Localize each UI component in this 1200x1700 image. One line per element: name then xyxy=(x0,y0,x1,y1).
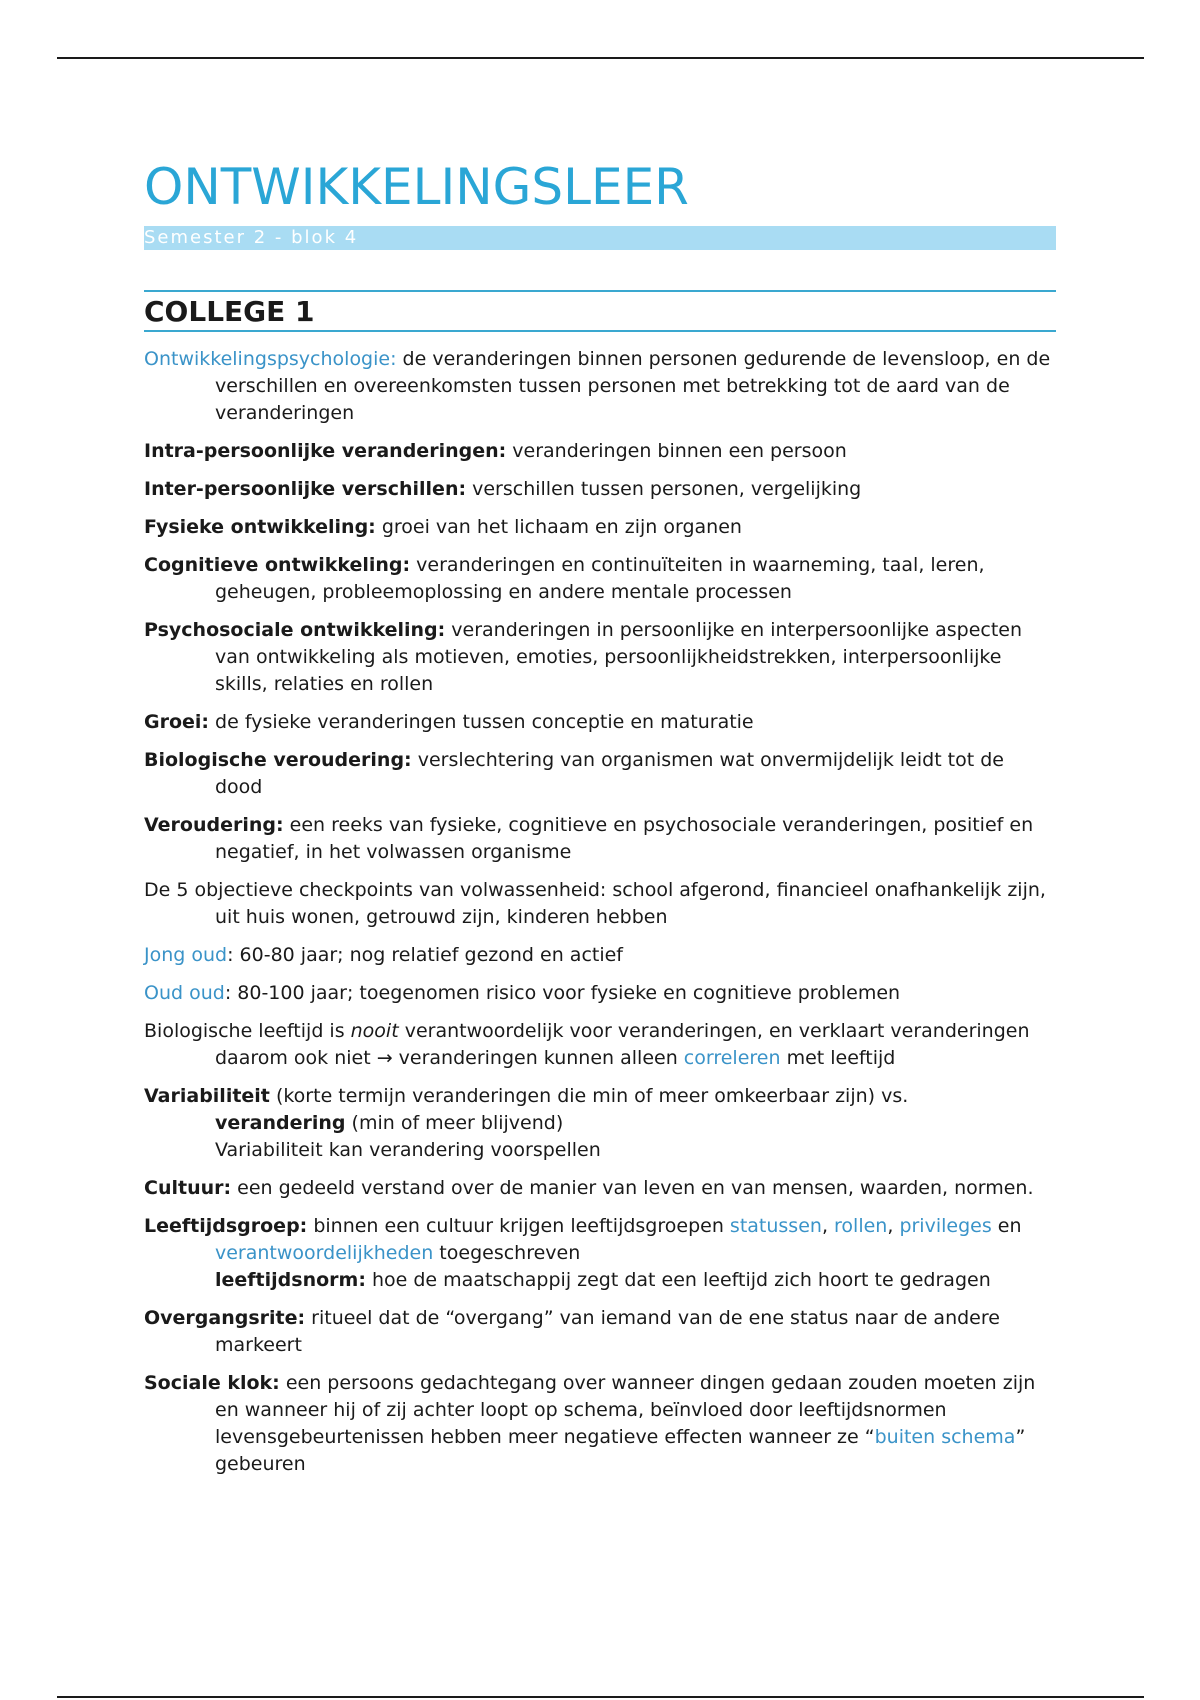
text-part: ” gebeuren xyxy=(215,1426,1026,1475)
document-body xyxy=(144,150,1056,1489)
document-title: ONTWIKKELINGSLEER xyxy=(144,158,689,216)
definition-text: een persoons gedachtegang over wanneer dingen gedaan zouden moeten zijn en wanneer hij of zij achter loopt op schema, beïnvloed door leeftijdsnormen xyxy=(215,1372,1036,1421)
text-part: levensgebeurtenissen hebben meer negatieve effecten wanneer ze “ xyxy=(215,1426,875,1448)
term: Biologische veroudering: xyxy=(144,749,412,771)
term: Inter-persoonlijke verschillen: xyxy=(144,478,467,500)
definition-inter-persoonlijk xyxy=(144,476,1056,503)
definition-text: een reeks van fysieke, cognitieve en psychosociale veranderingen, positief en negatief, in het volwassen organisme xyxy=(215,814,1034,863)
highlight-buiten-schema: buiten schema xyxy=(874,1426,1016,1448)
highlight-verantwoordelijkheden: verantwoordelijkheden xyxy=(215,1242,434,1264)
highlight-correleren: correleren xyxy=(683,1047,781,1069)
document-subtitle: Semester 2 - blok 4 xyxy=(144,226,1056,250)
definition-cultuur xyxy=(144,1175,1056,1202)
term: Oud oud xyxy=(144,982,225,1004)
text-part: Biologische leeftijd is xyxy=(144,1020,351,1042)
definition-cognitieve-ontwikkeling xyxy=(144,552,1056,606)
highlight-privileges: privileges xyxy=(899,1215,992,1237)
term: Overgangsrite: xyxy=(144,1307,306,1329)
checkpoints-volwassenheid xyxy=(144,877,1056,931)
section-heading: COLLEGE 1 xyxy=(144,295,315,328)
sub-line-levensgebeurtenissen xyxy=(215,1424,1056,1478)
definition-leeftijdsgroep xyxy=(144,1213,1056,1294)
definition-psychosociale-ontwikkeling xyxy=(144,617,1056,698)
term: Veroudering: xyxy=(144,814,284,836)
sub-line-leeftijdsnorm xyxy=(215,1267,1056,1294)
definition-text: (korte termijn veranderingen die min of meer omkeerbaar zijn) vs. xyxy=(269,1085,909,1107)
term: leeftijdsnorm: xyxy=(215,1269,366,1291)
definition-oud-oud xyxy=(144,980,1056,1007)
definition-text: veranderingen en continuïteiten in waarneming, taal, leren, geheugen, probleemoplossing en andere mentale processen xyxy=(215,554,985,603)
definition-text: groei van het lichaam en zijn organen xyxy=(375,516,742,538)
definition-text: veranderingen binnen een persoon xyxy=(506,440,847,462)
term: Leeftijdsgroep: xyxy=(144,1215,308,1237)
highlight-rollen: rollen xyxy=(834,1215,888,1237)
term: Groei: xyxy=(144,711,210,733)
definition-jong-oud xyxy=(144,942,1056,969)
text-part: met leeftijd xyxy=(780,1047,896,1069)
sub-line-verandering xyxy=(215,1110,1056,1137)
definition-text: (min of meer blijvend) xyxy=(345,1112,564,1134)
definition-text: binnen een cultuur krijgen leeftijdsgroepen xyxy=(307,1215,730,1237)
separator: toegeschreven xyxy=(433,1242,581,1264)
text-part: verantwoordelijk voor veranderingen, en verklaart veranderingen daarom ook niet → veranderingen kunnen alleen xyxy=(215,1020,1030,1069)
definition-text: De 5 objectieve checkpoints van volwassenheid: school afgerond, financieel onafhankelijk zijn, uit huis wonen, getrouwd zijn, kinderen hebben xyxy=(144,879,1046,928)
definition-text: hoe de maatschappij zegt dat een leeftijd zich hoort te gedragen xyxy=(365,1269,991,1291)
definition-text: de veranderingen binnen personen gedurende de levensloop, en de verschillen en overeenkomsten tussen personen met betrekking tot de aard van de veranderingen xyxy=(215,348,1051,424)
definition-text: ritueel dat de “overgang” van iemand van de ene status naar de andere markeert xyxy=(215,1307,1000,1356)
term: Psychosociale ontwikkeling: xyxy=(144,619,446,641)
emphasis: nooit xyxy=(350,1020,399,1042)
term: verandering xyxy=(215,1112,346,1134)
definition-text: veranderingen in persoonlijke en interpersoonlijke aspecten van ontwikkeling als motieven, emoties, persoonlijkheidstrekken, interpersoonlijke skills, relaties en rollen xyxy=(215,619,1023,695)
term: Variabiliteit xyxy=(144,1085,270,1107)
definition-text: : 80-100 jaar; toegenomen risico voor fysieke en cognitieve problemen xyxy=(224,982,901,1004)
definition-ontwikkelingspsychologie xyxy=(144,346,1056,427)
definition-biologische-veroudering xyxy=(144,747,1056,801)
definition-fysieke-ontwikkeling xyxy=(144,514,1056,541)
definition-text: de fysieke veranderingen tussen conceptie en maturatie xyxy=(209,711,754,733)
term: Sociale klok: xyxy=(144,1372,280,1394)
sub-line-voorspellen: Variabiliteit kan verandering voorspellen xyxy=(215,1139,601,1161)
separator: en xyxy=(991,1215,1022,1237)
definition-veroudering xyxy=(144,812,1056,866)
term: Cultuur: xyxy=(144,1177,232,1199)
definition-overgangsrite xyxy=(144,1305,1056,1359)
definition-text: een gedeeld verstand over de manier van leven en van mensen, waarden, normen. xyxy=(231,1177,1034,1199)
definition-text: verslechtering van organismen wat onvermijdelijk leidt tot de dood xyxy=(215,749,1004,798)
top-rule xyxy=(57,57,1144,59)
term: Jong oud xyxy=(144,944,228,966)
bottom-rule xyxy=(57,1696,1144,1698)
term: Intra-persoonlijke veranderingen: xyxy=(144,440,507,462)
term: Cognitieve ontwikkeling: xyxy=(144,554,411,576)
term: Fysieke ontwikkeling: xyxy=(144,516,376,538)
section-heading-box xyxy=(144,290,1056,332)
separator: , xyxy=(887,1215,900,1237)
separator: , xyxy=(821,1215,835,1237)
definition-sociale-klok xyxy=(144,1370,1056,1478)
definition-text: : 60-80 jaar; nog relatief gezond en actief xyxy=(227,944,623,966)
highlight-statussen: statussen xyxy=(729,1215,822,1237)
definition-text: verschillen tussen personen, vergelijking xyxy=(466,478,862,500)
definition-variabiliteit xyxy=(144,1083,1056,1164)
definition-groei xyxy=(144,709,1056,736)
term: Ontwikkelingspsychologie: xyxy=(144,348,397,370)
definition-intra-persoonlijk xyxy=(144,438,1056,465)
biologische-leeftijd-note xyxy=(144,1018,1056,1072)
